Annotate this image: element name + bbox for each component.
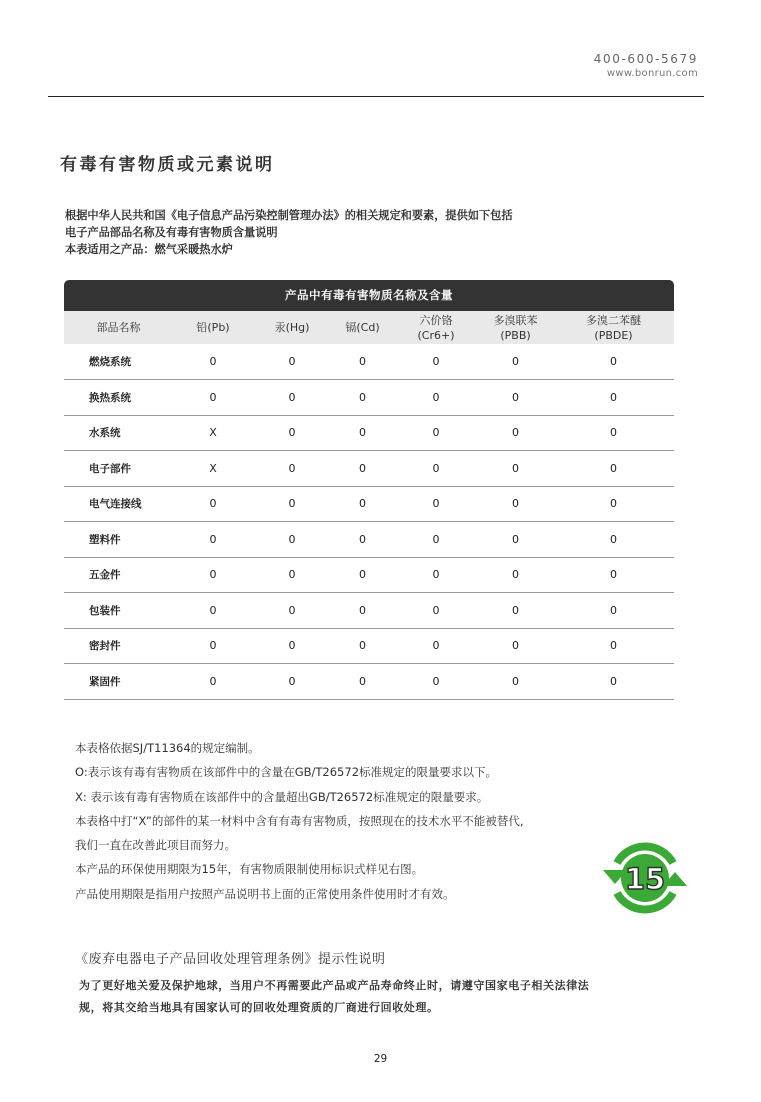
substance-value-cell: 0 [288,390,296,404]
substance-value-cell: 0 [610,639,617,653]
part-name-cell: 五金件 [89,569,121,582]
substance-value-cell: 0 [512,674,519,688]
note-line: O:表示该有毒有害物质在该部件中的含量在GB/T26572标准规定的限量要求以下。 [75,765,498,780]
substance-value-cell: 0 [359,674,366,688]
notes-section [75,736,523,906]
col-header-part-name: 部品名称 [64,311,173,344]
substance-value-cell: 0 [512,497,519,511]
note-line: 本表格依据SJ/T11364的规定编制。 [75,741,260,755]
col-header-cadmium: 镉(Cd) [331,311,394,344]
part-name-cell: 包装件 [89,604,121,617]
substance-value-cell: 0 [359,355,366,368]
substance-value-cell: 0 [288,603,296,617]
substance-value-cell: 0 [610,426,617,440]
part-name-cell: 塑料件 [89,533,121,546]
substance-value-cell: 0 [512,639,519,653]
part-name-cell: 水系统 [89,427,121,440]
substance-value-cell: 0 [610,532,617,546]
substance-value-cell: 0 [209,390,217,404]
substance-value-cell: 0 [359,568,366,582]
table-row [64,664,674,700]
part-name-cell: 电气连接线 [89,498,142,511]
header-divider [48,96,704,97]
substance-value-cell: 0 [288,355,296,368]
note-line: X: 表示该有毒有害物质在该部件中的含量超出GB/T26572标准规定的限量要求。 [75,789,489,804]
substance-value-cell: 0 [610,568,617,582]
header-contact [594,52,698,80]
substance-value-cell: 0 [288,568,296,582]
substance-value-cell: 0 [432,532,440,546]
page-number: 29 [373,1053,388,1065]
note-line: 产品使用期限是指用户按照产品说明书上面的正常使用条件使用时才有效。 [75,886,455,901]
substance-value-cell: 0 [359,426,366,440]
substance-value-cell: 0 [610,674,617,688]
substance-value-cell: 0 [512,461,519,475]
substance-value-cell: 0 [209,639,217,653]
note-line: 本产品的环保使用期限为15年，有害物质限制使用标识式样见右图。 [75,862,424,877]
substance-value-cell: 0 [209,568,217,582]
col-header-lead: 铅(Pb) [173,311,253,344]
substance-value-cell: 0 [512,568,519,582]
table-header-row [64,311,674,344]
phone-number: 400-600-5679 [593,52,698,66]
intro-line: 电子产品部品名称及有毒有害物质含量说明 [65,226,278,239]
substance-value-cell: 0 [288,497,296,511]
intro-line: 根据中华人民共和国《电子信息产品污染控制管理办法》的相关规定和要素，提供如下包括 [65,209,513,222]
note-line: 我们一直在改善此项目而努力。 [75,838,236,853]
substance-value-cell: 0 [432,497,440,511]
substance-value-cell: 0 [359,532,366,546]
eco-15-years-logo [603,840,687,916]
substance-value-cell: 0 [209,674,217,688]
intro-paragraph [65,207,513,258]
substance-value-cell: 0 [512,532,519,546]
substance-table [64,311,674,700]
substance-value-cell: 0 [209,355,217,368]
table-title: 产品中有毒有害物质名称及含量 [64,280,674,311]
substance-value-cell: 0 [610,355,617,368]
substance-table-container [64,280,674,700]
part-name-cell: 电子部件 [89,462,131,475]
substance-value-cell: 0 [512,603,519,617]
substance-value-cell: 0 [432,674,440,688]
table-row [64,451,674,487]
substance-value-cell: 0 [512,426,519,440]
substance-value-cell: 0 [432,568,440,582]
intro-line: 本表适用之产品：燃气采暖热水炉 [65,243,233,256]
table-row [64,486,674,522]
substance-value-cell: 0 [359,390,366,404]
substance-value-cell: X [209,461,217,475]
table-row [64,593,674,629]
substance-value-cell: 0 [610,497,617,511]
part-name-cell: 紧固件 [89,675,121,688]
recycle-line: 为了更好地关爱及保护地球，当用户不再需要此产品或产品寿命终止时，请遵守国家电子相关法律法 [79,979,590,992]
substance-value-cell: 0 [209,497,217,511]
part-name-cell: 密封件 [89,640,121,653]
table-row [64,557,674,593]
substance-value-cell: 0 [432,461,440,475]
recycle-paragraph [79,975,589,1019]
part-name-cell: 燃烧系统 [89,356,131,368]
logo-number: 15 [624,862,666,896]
col-header-pbb: 多溴联苯 (PBB) [478,311,553,344]
note-line: 本表格中打“X”的部件的某一材料中含有有毒有害物质，按照现在的技术水平不能被替代, [75,813,524,828]
substance-value-cell: 0 [288,639,296,653]
substance-value-cell: X [209,426,217,440]
substance-value-cell: 0 [359,497,366,511]
recycle-title: 《废弃电器电子产品回收处理管理条例》提示性说明 [75,952,386,967]
table-row [64,344,674,380]
table-row [64,628,674,664]
substance-value-cell: 0 [432,639,440,653]
substance-value-cell: 0 [610,603,617,617]
substance-value-cell: 0 [610,461,617,475]
page-title: 有毒有害物质或元素说明 [60,155,275,175]
substance-value-cell: 0 [288,461,296,475]
substance-value-cell: 0 [359,603,366,617]
substance-value-cell: 0 [610,390,617,404]
substance-value-cell: 0 [512,390,519,404]
col-header-pbde: 多溴二苯醚 (PBDE) [553,311,674,344]
col-header-mercury: 汞(Hg) [253,311,331,344]
substance-value-cell: 0 [209,603,217,617]
substance-value-cell: 0 [288,674,296,688]
col-header-chromium: 六价铬 (Cr6+) [394,311,478,344]
table-row [64,415,674,451]
recycle-line: 规，将其交给当地具有国家认可的回收处理资质的厂商进行回收处理。 [79,1001,439,1014]
table-row [64,522,674,558]
substance-value-cell: 0 [432,390,440,404]
substance-value-cell: 0 [432,426,440,440]
substance-value-cell: 0 [359,639,366,653]
substance-value-cell: 0 [288,532,296,546]
substance-value-cell: 0 [359,461,366,475]
substance-value-cell: 0 [512,355,519,368]
part-name-cell: 换热系统 [89,391,131,404]
table-row [64,380,674,416]
website-url: www.bonrun.com [606,68,698,79]
substance-value-cell: 0 [432,603,440,617]
substance-value-cell: 0 [288,426,296,440]
substance-value-cell: 0 [209,532,217,546]
table-body [64,344,674,699]
substance-value-cell: 0 [432,355,440,368]
